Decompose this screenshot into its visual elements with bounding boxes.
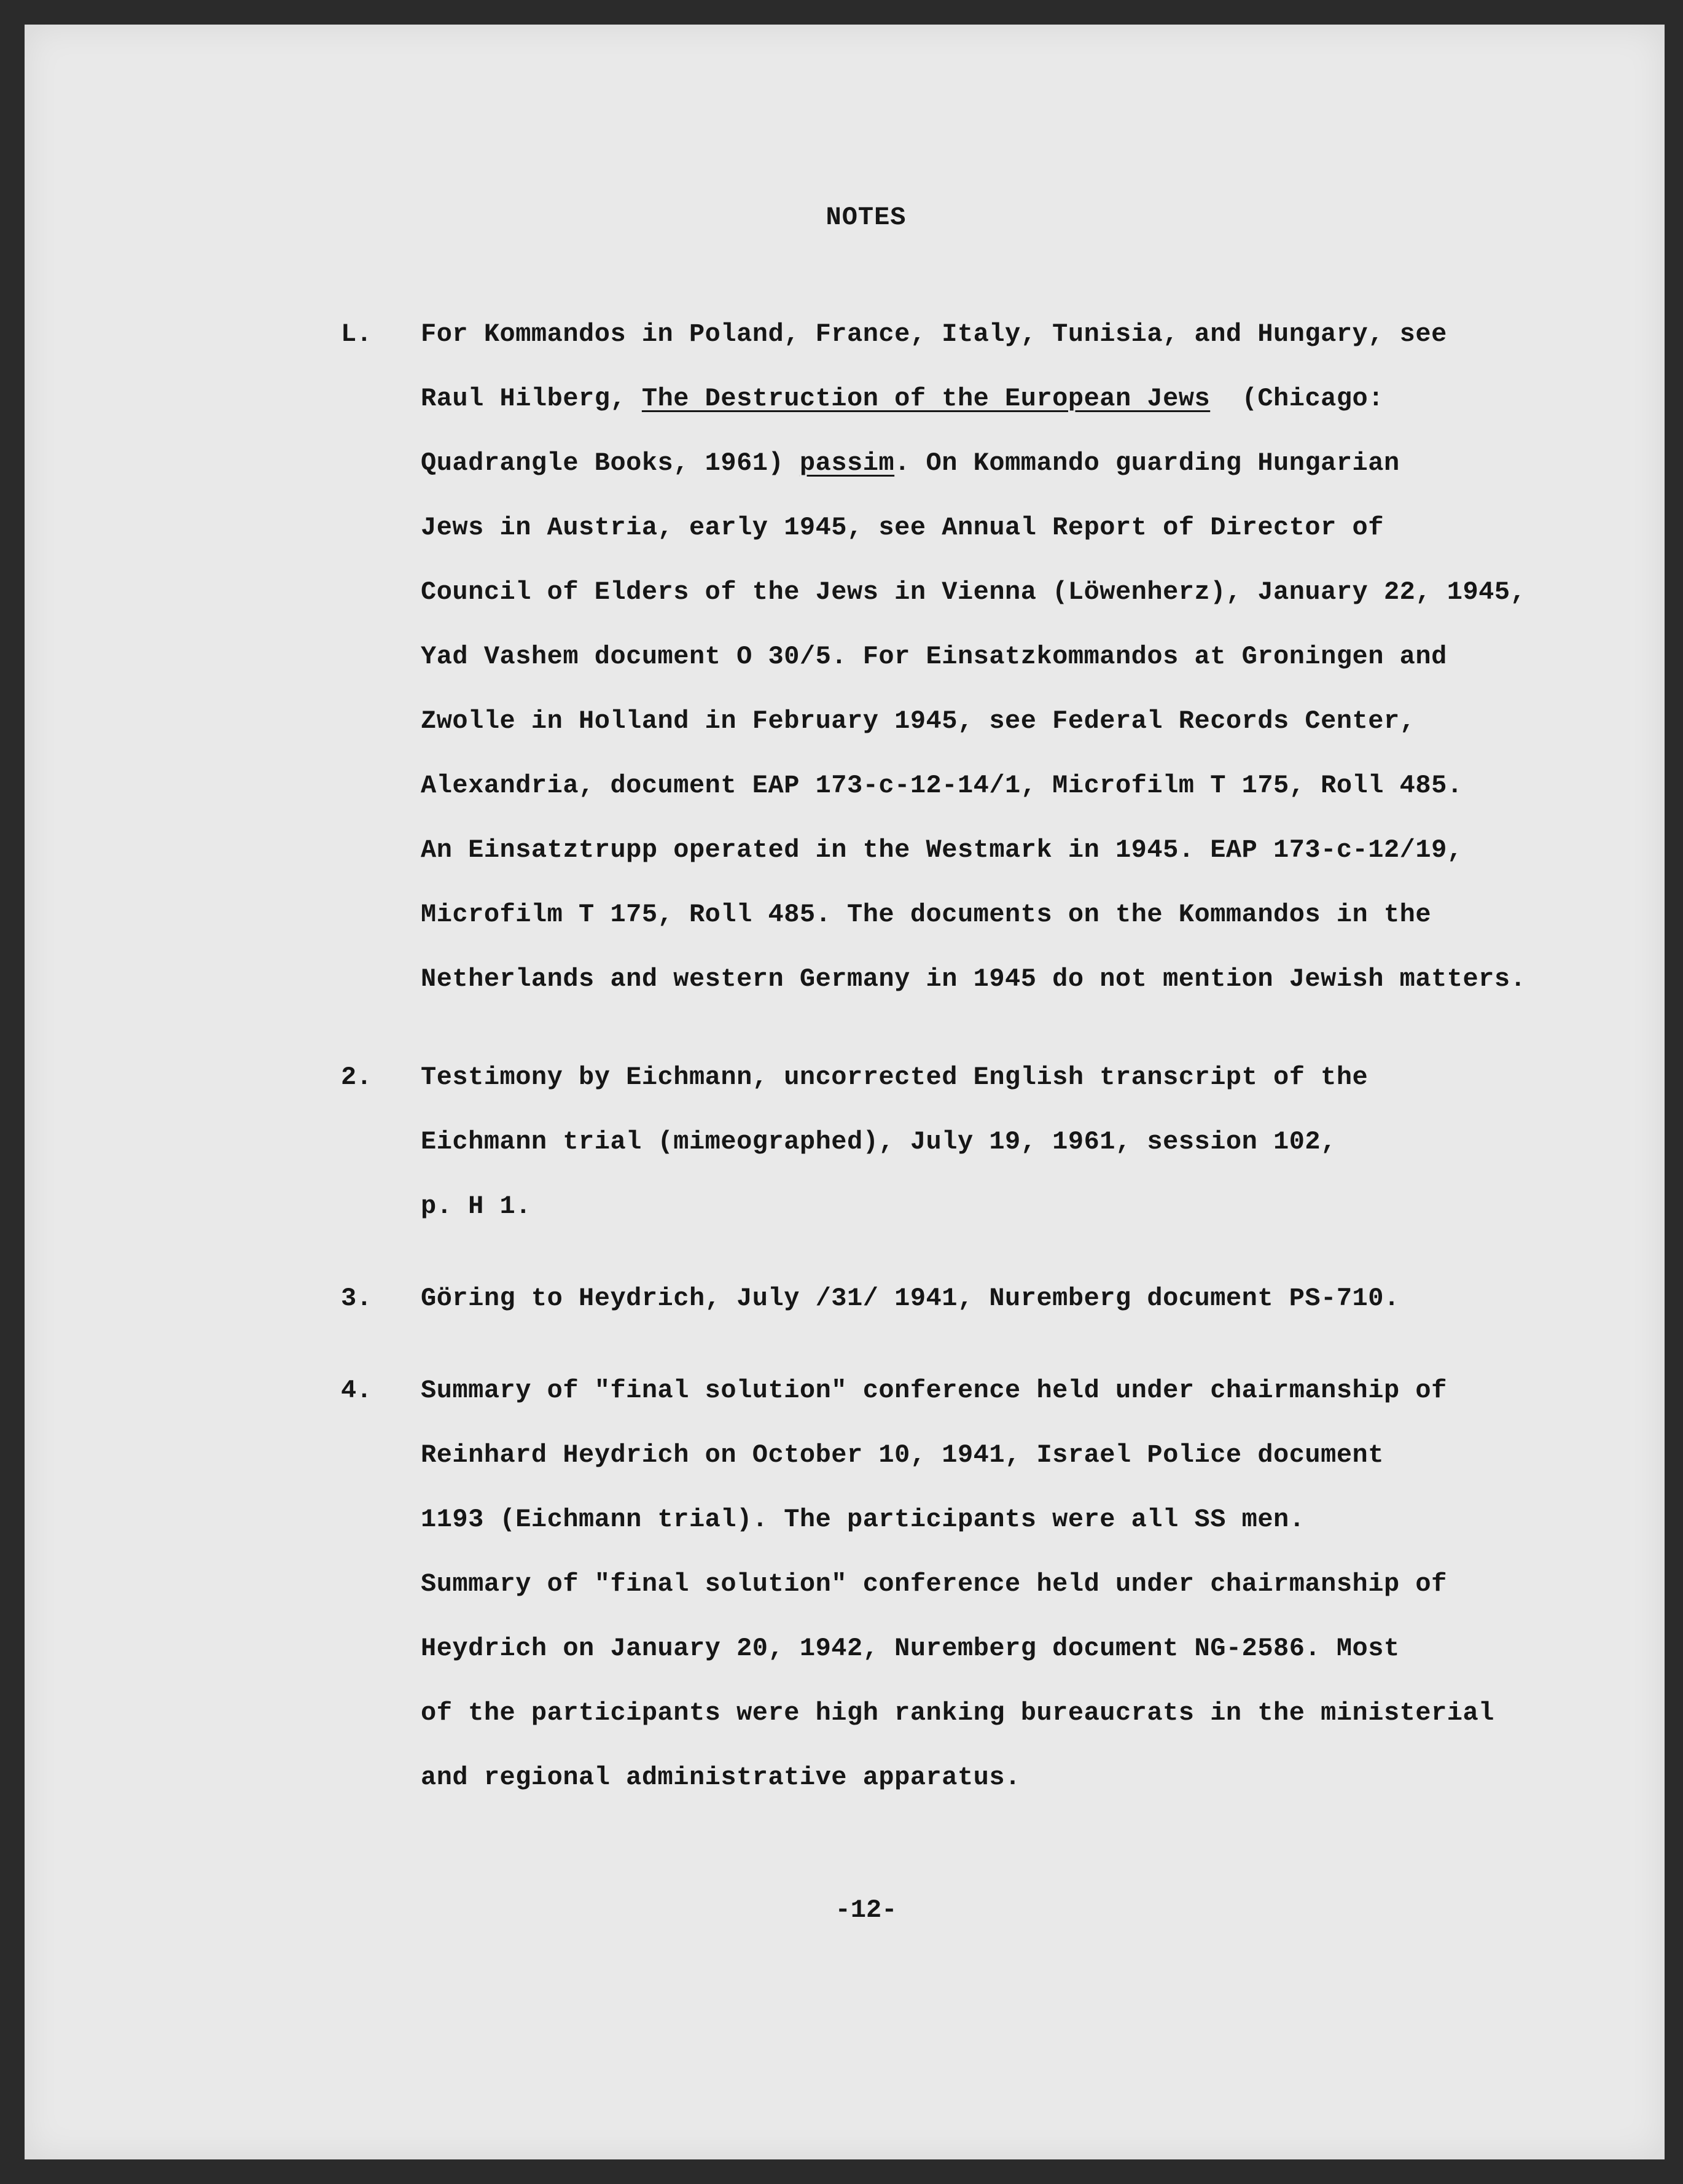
note-line-with-title [421, 384, 1384, 413]
note-number: 2. [341, 1063, 372, 1092]
note-line: of the participants were high ranking bureaucrats in the ministerial [421, 1698, 1494, 1728]
note-line: Yad Vashem document O 30/5. For Einsatzkommandos at Groningen and [421, 642, 1447, 671]
note-line: Microfilm T 175, Roll 485. The documents on the Kommandos in the [421, 900, 1432, 929]
note-line: For Kommandos in Poland, France, Italy, Tunisia, and Hungary, see [421, 319, 1447, 349]
note-line: Alexandria, document EAP 173-c-12-14/1, Microfilm T 175, Roll 485. [421, 771, 1463, 800]
page-title: NOTES [826, 203, 907, 232]
note-line: Council of Elders of the Jews in Vienna (Löwenherz), January 22, 1945, [421, 577, 1526, 607]
note-line: p. H 1. [421, 1191, 531, 1221]
text-segment: . On Kommando guarding Hungarian [894, 448, 1400, 478]
passim-word: passim [799, 448, 895, 478]
text-segment: (Chicago: [1210, 384, 1384, 413]
note-number: 3. [341, 1284, 372, 1313]
note-line: Jews in Austria, early 1945, see Annual Report of Director of [421, 513, 1384, 542]
document-page [25, 25, 1665, 2159]
note-line: Heydrich on January 20, 1942, Nuremberg document NG-2586. Most [421, 1634, 1400, 1663]
note-line: Eichmann trial (mimeographed), July 19, 1961, session 102, [421, 1127, 1337, 1156]
note-line: Netherlands and western Germany in 1945 do not mention Jewish matters. [421, 964, 1526, 994]
note-line: Summary of "final solution" conference held under chairmanship of [421, 1569, 1447, 1599]
book-title: The Destruction of the European Jews [641, 384, 1211, 413]
note-line: Reinhard Heydrich on October 10, 1941, Israel Police document [421, 1440, 1384, 1470]
note-number: 4. [341, 1376, 372, 1405]
note-line: Zwolle in Holland in February 1945, see Federal Records Center, [421, 706, 1416, 736]
text-segment: Raul Hilberg, [421, 384, 642, 413]
note-line: An Einsatztrupp operated in the Westmark in 1945. EAP 173-c-12/19, [421, 835, 1463, 865]
note-line: Testimony by Eichmann, uncorrected English transcript of the [421, 1063, 1369, 1092]
note-line-with-passim [421, 448, 1400, 478]
note-line: Göring to Heydrich, July /31/ 1941, Nuremberg document PS-710. [421, 1284, 1400, 1313]
note-line: Summary of "final solution" conference held under chairmanship of [421, 1376, 1447, 1405]
note-number: L. [341, 319, 372, 349]
note-line: 1193 (Eichmann trial). The participants were all SS men. [421, 1505, 1305, 1534]
note-line: and regional administrative apparatus. [421, 1763, 1021, 1792]
page-number: -12- [835, 1895, 897, 1925]
text-segment: Quadrangle Books, 1961) [421, 448, 800, 478]
